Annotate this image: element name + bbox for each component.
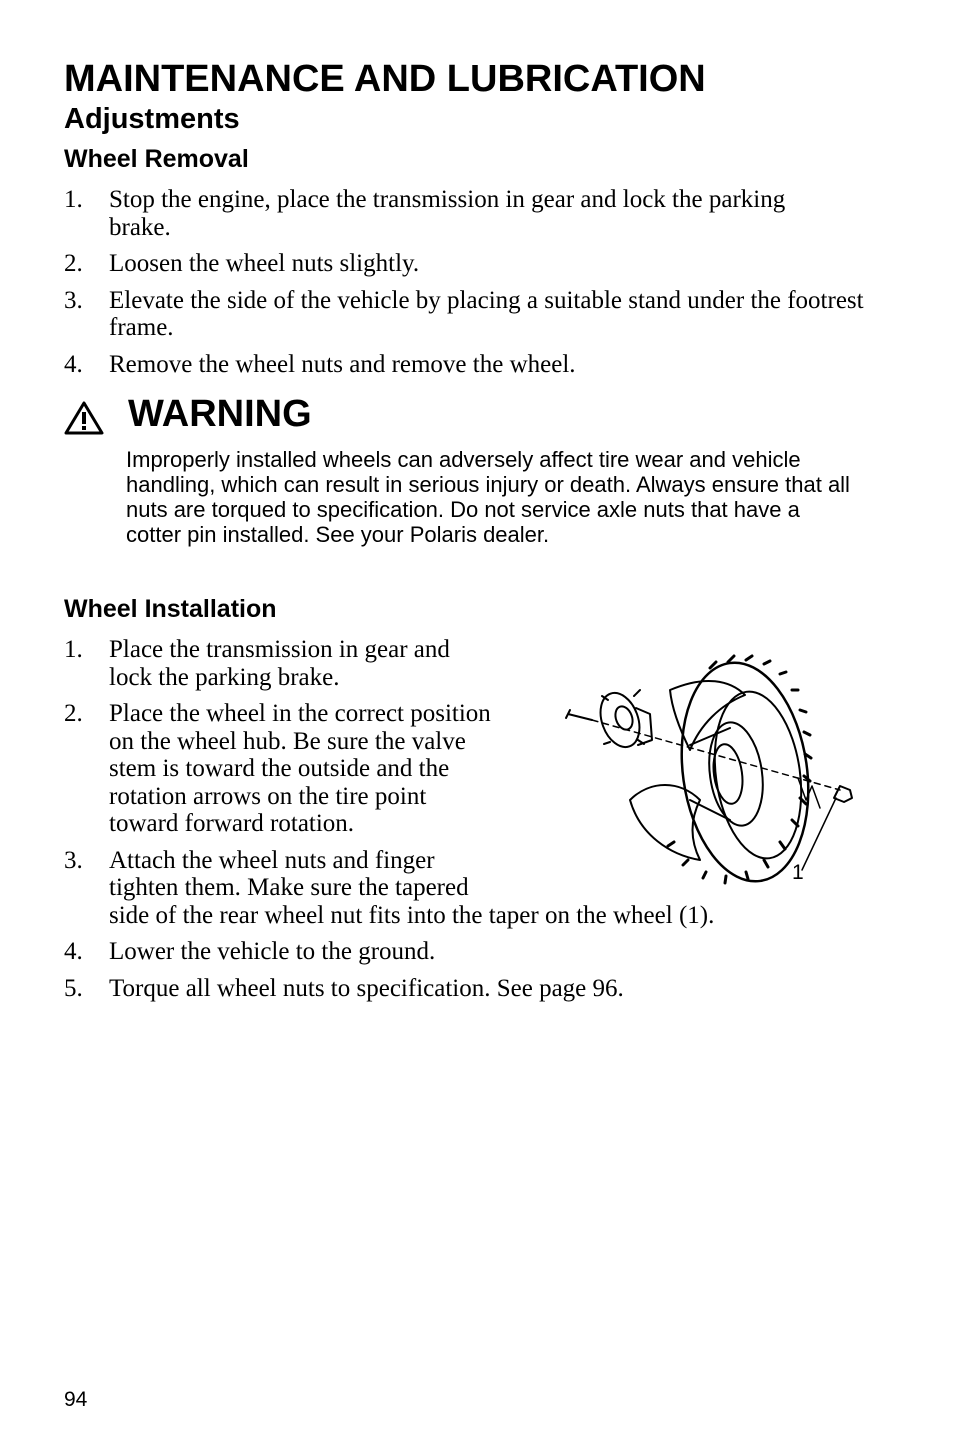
step-text: Stop the engine, place the transmission in gear and lock the parking brake. (109, 186, 786, 241)
step-number: 1. (64, 186, 83, 213)
step-number: 4. (64, 350, 83, 378)
step-text: Elevate the side of the vehicle by placing a suitable stand under the footrest frame. (109, 286, 864, 341)
wheel-removal-steps (64, 186, 870, 378)
step-text: Loosen the wheel nuts slightly. (109, 250, 420, 277)
warning-title: WARNING (128, 393, 312, 435)
warning-triangle-icon (64, 401, 104, 435)
step-number: 2. (64, 700, 83, 727)
list-item (64, 186, 870, 241)
list-item (64, 250, 870, 278)
wheel-hub-illustration (540, 650, 880, 900)
step-number: 4. (64, 938, 83, 965)
step-number: 2. (64, 250, 83, 277)
step-text: Lower the vehicle to the ground. (109, 938, 436, 965)
step-number: 5. (64, 974, 83, 1002)
list-item (64, 975, 884, 1003)
step-text: Place the wheel in the correct position on the wheel hub. Be sure the valve stem is toward the outside and the rotation arrows on the tire point toward forward rotation. (109, 700, 491, 837)
step-text: Place the transmission in gear and lock the parking brake. (109, 636, 450, 691)
step-text: Torque all wheel nuts to specification. See page 96. (109, 974, 624, 1002)
list-item (64, 287, 870, 342)
wheel-removal-heading: Wheel Removal (64, 145, 249, 173)
figure-callout-label: 1 (792, 861, 804, 884)
warning-text: Improperly installed wheels can adversely affect tire wear and vehicle handling, which can result in serious injury or death. Always ensure that all nuts are torqued to specification. Do not service axle nuts that have a cotter pin installed. See your Polaris dealer. (126, 447, 850, 547)
wheel-installation-heading: Wheel Installation (64, 595, 277, 623)
list-item (64, 938, 884, 966)
step-number: 3. (64, 846, 83, 874)
step-text: Remove the wheel nuts and remove the wheel. (109, 350, 576, 378)
step-number: 3. (64, 286, 83, 314)
page-title: MAINTENANCE AND LUBRICATION (64, 58, 706, 100)
step-number: 1. (64, 636, 83, 663)
step-text: Attach the wheel nuts and finger tighten them. Make sure the tapered side of the rear wheel nut fits into the taper on the wheel (1). (109, 846, 715, 929)
list-item (64, 351, 870, 379)
section-title: Adjustments (64, 103, 240, 135)
page-number: 94 (64, 1388, 88, 1411)
